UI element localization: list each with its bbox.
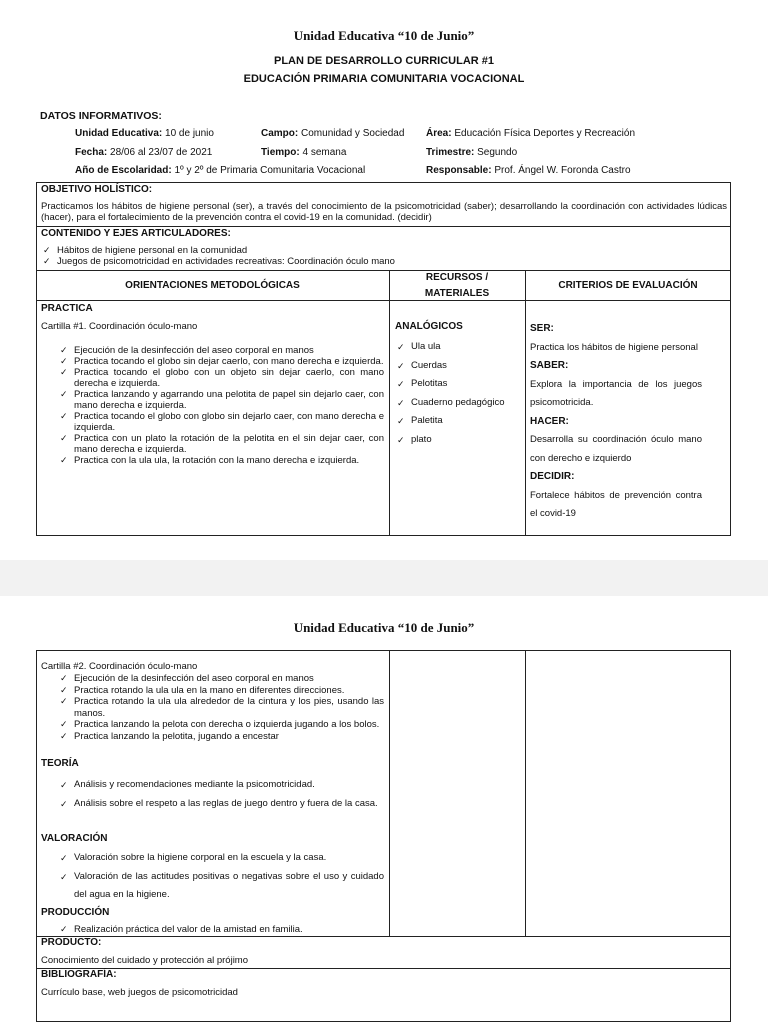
criterios-header: CRITERIOS DE EVALUACIÓN xyxy=(558,280,698,291)
school-title: Unidad Educativa “10 de Junio” xyxy=(293,620,475,635)
list-item: ✓ Ejecución de la desinfección del aseo corporal en manos xyxy=(58,673,384,685)
divider xyxy=(525,650,526,936)
divider xyxy=(389,650,390,936)
orientaciones-header: ORIENTACIONES METODOLÓGICAS xyxy=(125,280,300,291)
page-2 xyxy=(0,596,768,1024)
campo-field: Campo: Comunidad y Sociedad xyxy=(261,128,405,139)
teoria-title: TEORÍA xyxy=(41,758,79,769)
practica-title: PRACTICA xyxy=(41,303,93,314)
list-item: ✓ plato xyxy=(395,431,523,450)
trimestre-field: Trimestre: Segundo xyxy=(426,147,518,158)
tiempo-field: Tiempo: 4 semana xyxy=(261,147,347,158)
producto-title: PRODUCTO: xyxy=(41,937,102,948)
cartilla-1-title: Cartilla #1. Coordinación óculo-mano xyxy=(41,321,198,332)
divider xyxy=(36,226,731,227)
recursos-list xyxy=(395,338,523,449)
school-title: Unidad Educativa “10 de Junio” xyxy=(293,28,475,43)
producto-text: Conocimiento del cuidado y protección al prójimo xyxy=(41,955,249,966)
bibliografia-title: BIBLIOGRAFÍA: xyxy=(41,969,117,980)
divider xyxy=(36,300,731,301)
list-item: ✓ Cuaderno pedagógico xyxy=(395,394,523,413)
saber-title: SABER: xyxy=(530,360,569,371)
list-item: ✓ Practica lanzando la pelotita, jugando a encestar xyxy=(58,731,384,743)
bibliografia-text: Currículo base, web juegos de psicomotricidad xyxy=(41,987,238,998)
list-item: ✓ Practica tocando el globo con un objeto sin dejar caerlo, con mano derecha e izquierda. xyxy=(58,367,384,389)
produccion-list xyxy=(58,924,384,935)
recursos-header: RECURSOS / MATERIALES xyxy=(424,272,490,299)
objetivo-title: OBJETIVO HOLÍSTICO: xyxy=(41,184,153,195)
criterios-list xyxy=(530,320,702,524)
recursos-title: ANALÓGICOS xyxy=(395,321,463,332)
plan-subtitle: EDUCACIÓN PRIMARIA COMUNITARIA VOCACIONAL xyxy=(243,73,525,85)
list-item: ✓ Practica rotando la ula ula en la mano en diferentes direcciones. xyxy=(58,685,384,697)
list-item: ✓ Valoración de las actitudes positivas o negativas sobre el uso y cuidado del agua en la higiene. xyxy=(58,868,384,905)
list-item: ✓ Practica con la ula ula, la rotación con la mano derecha e izquierda. xyxy=(58,455,384,466)
divider xyxy=(36,270,731,271)
cartilla-2-title: Cartilla #2. Coordinación óculo-mano xyxy=(41,661,198,672)
list-item: ✓ Practica lanzando y agarrando una pelotita de papel sin dejarlo caer, con mano derecha e izquierda. xyxy=(58,389,384,411)
list-item: ✓ Análisis y recomendaciones mediante la psicomotricidad. xyxy=(58,776,384,795)
fecha-field: Fecha: 28/06 al 23/07 de 2021 xyxy=(75,147,213,158)
decidir-title: DECIDIR: xyxy=(530,471,575,482)
divider xyxy=(525,270,526,536)
hacer-title: HACER: xyxy=(530,415,569,427)
anio-field: Año de Escolaridad: 1º y 2º de Primaria Comunitaria Vocacional xyxy=(75,165,366,176)
datos-heading: DATOS INFORMATIVOS: xyxy=(40,110,162,122)
cartilla-2-list xyxy=(58,673,384,742)
list-item: ✓ Cuerdas xyxy=(395,357,523,376)
list-item: ✓ Realización práctica del valor de la amistad en familia. xyxy=(58,924,384,935)
objetivo-text: Practicamos los hábitos de higiene personal (ser), a través del conocimiento de la psicomotricidad (saber); desarrollando la coordinación con actividades lúdicas (hacer), para el fortalecimiento de la prevención contra el covid-19 en la comunidad. (decidir) xyxy=(41,201,727,223)
list-item: ✓ Practica rotando la ula ula alrededor de la cintura y los pies, usando las manos. xyxy=(58,696,384,719)
list-item: ✓ Practica con un plato la rotación de la pelotita en el sin dejar caer, con mano derecha e izquierda. xyxy=(58,433,384,455)
cartilla-1-list xyxy=(58,345,384,466)
contenido-title: CONTENIDO Y EJES ARTICULADORES: xyxy=(41,228,231,239)
list-item: ✓ Juegos de psicomotricidad en actividades recreativas: Coordinación óculo mano xyxy=(41,256,721,267)
responsable-field: Responsable: Prof. Ángel W. Foronda Castro xyxy=(426,165,631,176)
ser-text: Practica los hábitos de higiene personal xyxy=(530,341,698,353)
list-item: ✓ Practica tocando el globo con globo sin dejarlo caer, con mano derecha e izquierda. xyxy=(58,411,384,433)
list-item: ✓ Practica tocando el globo sin dejar caerlo, con mano derecha e izquierda. xyxy=(58,356,384,367)
unidad-field: Unidad Educativa: 10 de junio xyxy=(75,128,214,139)
list-item: ✓ Paletita xyxy=(395,412,523,431)
list-item: ✓ Pelotitas xyxy=(395,375,523,394)
list-item: ✓ Practica lanzando la pelota con derecha o izquierda jugando a los bolos. xyxy=(58,719,384,731)
list-item: ✓ Hábitos de higiene personal en la comunidad xyxy=(41,245,721,256)
list-item: ✓ Análisis sobre el respeto a las reglas de juego dentro y fuera de la casa. xyxy=(58,795,384,814)
teoria-list xyxy=(58,776,384,813)
plan-title: PLAN DE DESARROLLO CURRICULAR #1 xyxy=(273,55,494,67)
list-item: ✓ Ula ula xyxy=(395,338,523,357)
contenido-list xyxy=(41,245,721,267)
ser-title: SER: xyxy=(530,323,554,334)
saber-text: Explora la importancia de los juegos psicomotricida. xyxy=(530,378,702,408)
valoracion-title: VALORACIÓN xyxy=(41,833,108,844)
divider xyxy=(389,270,390,536)
decidir-text: Fortalece hábitos de prevención contra el covid-19 xyxy=(530,489,702,519)
divider xyxy=(36,968,731,969)
hacer-text: Desarrolla su coordinación óculo mano con derecho e izquierdo xyxy=(530,434,702,464)
valoracion-list xyxy=(58,849,384,905)
produccion-title: PRODUCCIÓN xyxy=(41,907,110,918)
divider xyxy=(36,936,731,937)
list-item: ✓ Valoración sobre la higiene corporal en la escuela y la casa. xyxy=(58,849,384,868)
list-item: ✓ Ejecución de la desinfección del aseo corporal en manos xyxy=(58,345,384,356)
area-field: Área: Educación Física Deportes y Recreación xyxy=(426,128,635,139)
